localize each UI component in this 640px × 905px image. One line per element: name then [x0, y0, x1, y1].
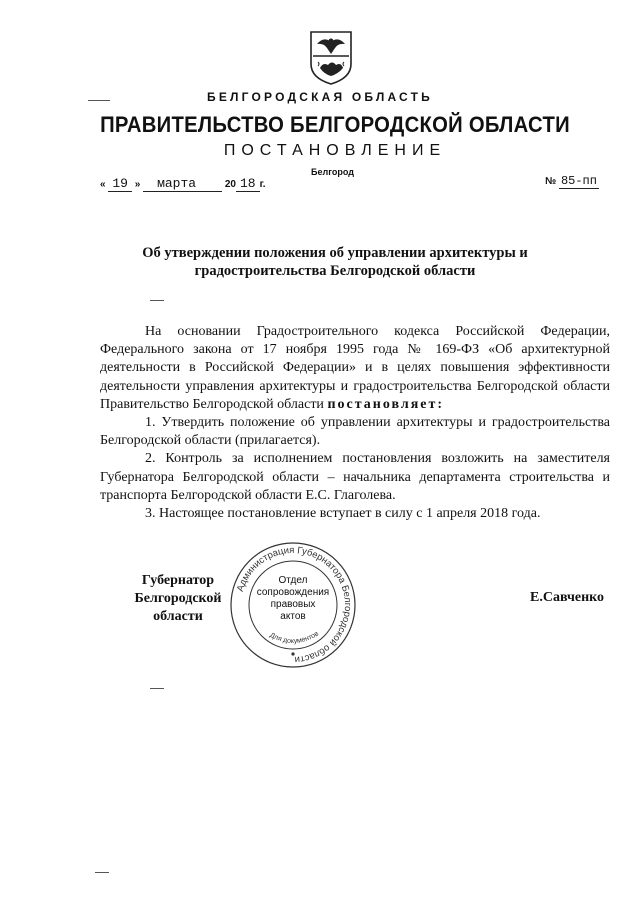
government-heading: ПРАВИТЕЛЬСТВО БЕЛГОРОДСКОЙ ОБЛАСТИ	[100, 112, 570, 137]
stamp-ring-text: Администрация Губернатора Белгородской области	[234, 544, 354, 666]
signatory-name: Е.Савченко	[530, 590, 605, 605]
signatory-position-line: Белгородской области	[134, 591, 222, 624]
document-type-heading: ПОСТАНОВЛЕНИЕ	[223, 142, 447, 159]
date-year-unit: г.	[259, 179, 266, 190]
coat-of-arms-icon	[308, 30, 354, 86]
date-day: 19	[108, 176, 132, 192]
stamp-center-line: актов	[280, 611, 306, 622]
scan-mark	[88, 100, 110, 101]
scan-mark	[95, 872, 109, 873]
stamp-center-line: правовых	[270, 599, 316, 610]
svg-text:Для документов	[268, 630, 320, 645]
document-body	[100, 323, 610, 523]
scan-mark	[150, 688, 164, 689]
date-year-prefix: 20	[224, 179, 236, 190]
paragraph-item-3: 3. Настоящее постановление вступает в силу с 1 апреля 2018 года.	[145, 506, 541, 522]
date-open-quote: «	[100, 179, 106, 190]
date-year-suffix: 18	[236, 176, 260, 192]
date-close-quote: »	[134, 179, 141, 190]
number-prefix: №	[545, 176, 557, 187]
decree-word: постановляет:	[327, 396, 445, 412]
stamp-center-line: Отдел	[278, 575, 308, 586]
city-label: Белгород	[311, 167, 354, 177]
document-title: Об утверждении положения об управлении архитектуры и градостроительства Белгородской области	[142, 245, 528, 279]
paragraph-item-1: 1. Утвердить положение об управлении архитектуры и градостроительства Белгородской области (прилагается).	[100, 415, 610, 449]
signatory-position-line: Губернатор	[141, 573, 215, 588]
stamp-star-icon	[291, 652, 294, 655]
scan-mark	[150, 300, 164, 301]
region-heading: БЕЛГОРОДСКАЯ ОБЛАСТЬ	[207, 90, 433, 104]
stamp-center	[253, 575, 333, 623]
stamp-bottom-text: Для документов	[268, 630, 321, 646]
paragraph-item-2: 2. Контроль за исполнением постановления возложить на заместителя Губернатора Белгородской области – начальника департамента строительства и транспорта Белгородской области Е.С. Глаголева.	[100, 451, 610, 503]
number-value: 85-пп	[560, 174, 597, 188]
signatory-position	[108, 572, 248, 626]
document-number	[545, 174, 599, 188]
date-line	[100, 176, 266, 191]
paragraph-basis-text: На основании Градостроительного кодекса Российской Федерации, Федерального закона от 17 ноября 1995 года № 169-ФЗ «Об архитектурной деятельности в Российской Федерации» и в целях повышения эффективности деятельности управления архитектуры и градостроительства Белгородской области Правительство Белгородской области	[100, 324, 610, 412]
date-month: марта	[143, 176, 222, 192]
paragraph-basis	[100, 323, 610, 414]
stamp-center-line: сопровождения	[256, 587, 330, 598]
